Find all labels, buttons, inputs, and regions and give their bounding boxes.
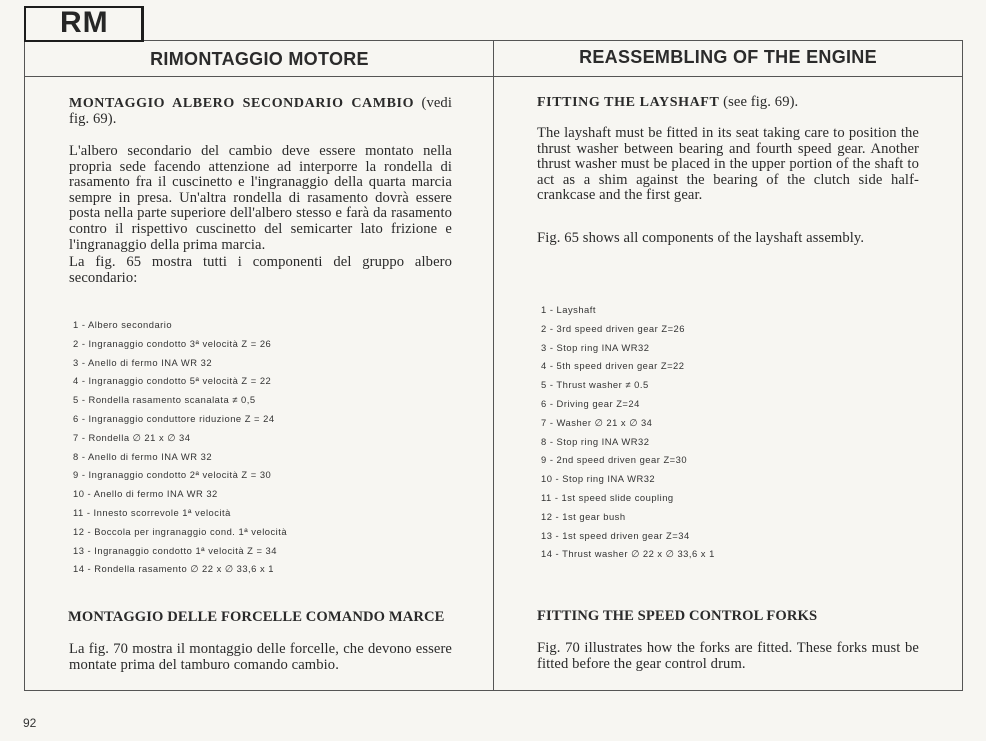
list-item: 8 - Stop ring INA WR32: [541, 435, 650, 447]
list-item: 3 - Anello di fermo INA WR 32: [73, 356, 213, 368]
list-item: 8 - Anello di fermo INA WR 32: [73, 450, 213, 462]
list-item: 4 - Ingranaggio condotto 5ª velocità Z = 22: [73, 375, 272, 387]
list-item: 13 - Ingranaggio condotto 1ª velocità Z = 34: [73, 544, 277, 556]
parts-list-en: [541, 301, 715, 564]
components-intro-en: Fig. 65 shows all components of the layshaft assembly.: [537, 230, 865, 246]
list-item: 2 - Ingranaggio condotto 3ª velocità Z = 26: [73, 337, 272, 349]
list-item: 1 - Layshaft: [541, 304, 596, 315]
list-item: 7 - Rondella ∅ 21 x ∅ 34: [73, 431, 191, 443]
list-item: 6 - Ingranaggio conduttore riduzione Z = 24: [73, 412, 275, 424]
forks-heading-en: FITTING THE SPEED CONTROL FORKS: [537, 608, 818, 624]
header-top-rule: [144, 40, 963, 41]
list-item: 10 - Anello di fermo INA WR 32: [73, 488, 218, 500]
layshaft-heading-it: [69, 96, 452, 127]
section-heading: MONTAGGIO ALBERO SECONDARIO CAMBIO: [69, 96, 415, 111]
list-item: 7 - Washer ∅ 21 x ∅ 34: [541, 416, 653, 428]
parts-list-it: [73, 316, 287, 579]
right-border: [962, 40, 963, 690]
forks-paragraph-en: Fig. 70 illustrates how the forks are fitted. These forks must be fitted before the gear control drum.: [537, 640, 919, 672]
list-item: 6 - Driving gear Z=24: [541, 397, 640, 409]
list-item: 12 - 1st gear bush: [541, 510, 626, 522]
layshaft-heading-en: [537, 95, 919, 111]
components-intro-it: La fig. 65 mostra tutti i componenti del gruppo albero secondario:: [69, 254, 452, 286]
figure-reference: (vedi fig. 69).: [69, 95, 452, 127]
column-divider: [493, 40, 494, 690]
list-item: 3 - Stop ring INA WR32: [541, 341, 650, 353]
list-item: 10 - Stop ring INA WR32: [541, 473, 656, 485]
list-item: 9 - Ingranaggio condotto 2ª velocità Z = 30: [73, 469, 272, 481]
section-heading: FITTING THE LAYSHAFT: [537, 95, 720, 110]
page-title-italian: RIMONTAGGIO MOTORE: [150, 49, 369, 69]
list-item: 5 - Thrust washer ≠ 0.5: [541, 379, 649, 391]
list-item: 14 - Thrust washer ∅ 22 x ∅ 33,6 x 1: [541, 548, 715, 560]
list-item: 13 - 1st speed driven gear Z=34: [541, 529, 690, 541]
figure-reference: (see fig. 69).: [723, 94, 799, 110]
list-item: 12 - Boccola per ingranaggio cond. 1ª velocità: [73, 525, 288, 537]
list-item: 5 - Rondella rasamento scanalata ≠ 0,5: [73, 394, 256, 406]
section-code-box: RM: [24, 6, 144, 42]
page-number: 92: [23, 716, 37, 730]
layshaft-paragraph-en: The layshaft must be fitted in its seat taking care to position the thrust washer between bearing and fourth speed gear. Another thrust washer must be placed in the upper portion of the shaft to act as a shim against the bearing of the clutch side half-crankcase and the first gear.: [537, 125, 919, 204]
footer-rule: [24, 690, 963, 691]
list-item: 11 - Innesto scorrevole 1ª velocità: [73, 506, 231, 518]
left-border: [24, 42, 25, 690]
list-item: 9 - 2nd speed driven gear Z=30: [541, 454, 688, 466]
list-item: 1 - Albero secondario: [73, 319, 173, 330]
list-item: 11 - 1st speed slide coupling: [541, 491, 674, 503]
page-title-english: REASSEMBLING OF THE ENGINE: [579, 47, 877, 67]
list-item: 14 - Rondella rasamento ∅ 22 x ∅ 33,6 x 1: [73, 563, 274, 575]
list-item: 2 - 3rd speed driven gear Z=26: [541, 322, 685, 334]
forks-paragraph-it: La fig. 70 mostra il montaggio delle forcelle, che devono essere montate prima del tamburo comando cambio.: [69, 641, 452, 673]
list-item: 4 - 5th speed driven gear Z=22: [541, 360, 685, 372]
forks-heading-it: MONTAGGIO DELLE FORCELLE COMANDO MARCE: [68, 609, 445, 625]
layshaft-paragraph-it: L'albero secondario del cambio deve essere montato nella propria sede facendo attenzione ad interporre la rondella di rasamento fra il cuscinetto e l'ingranaggio della quarta marcia sempre in presa. Un'altra rondella di rasamento dovrà essere posta nella parte superiore dell'albero stesso e farà da rasamento contro il rispettivo cuscinetto del semicarter lato frizione e l'ingranaggio della prima marcia.: [69, 143, 452, 253]
